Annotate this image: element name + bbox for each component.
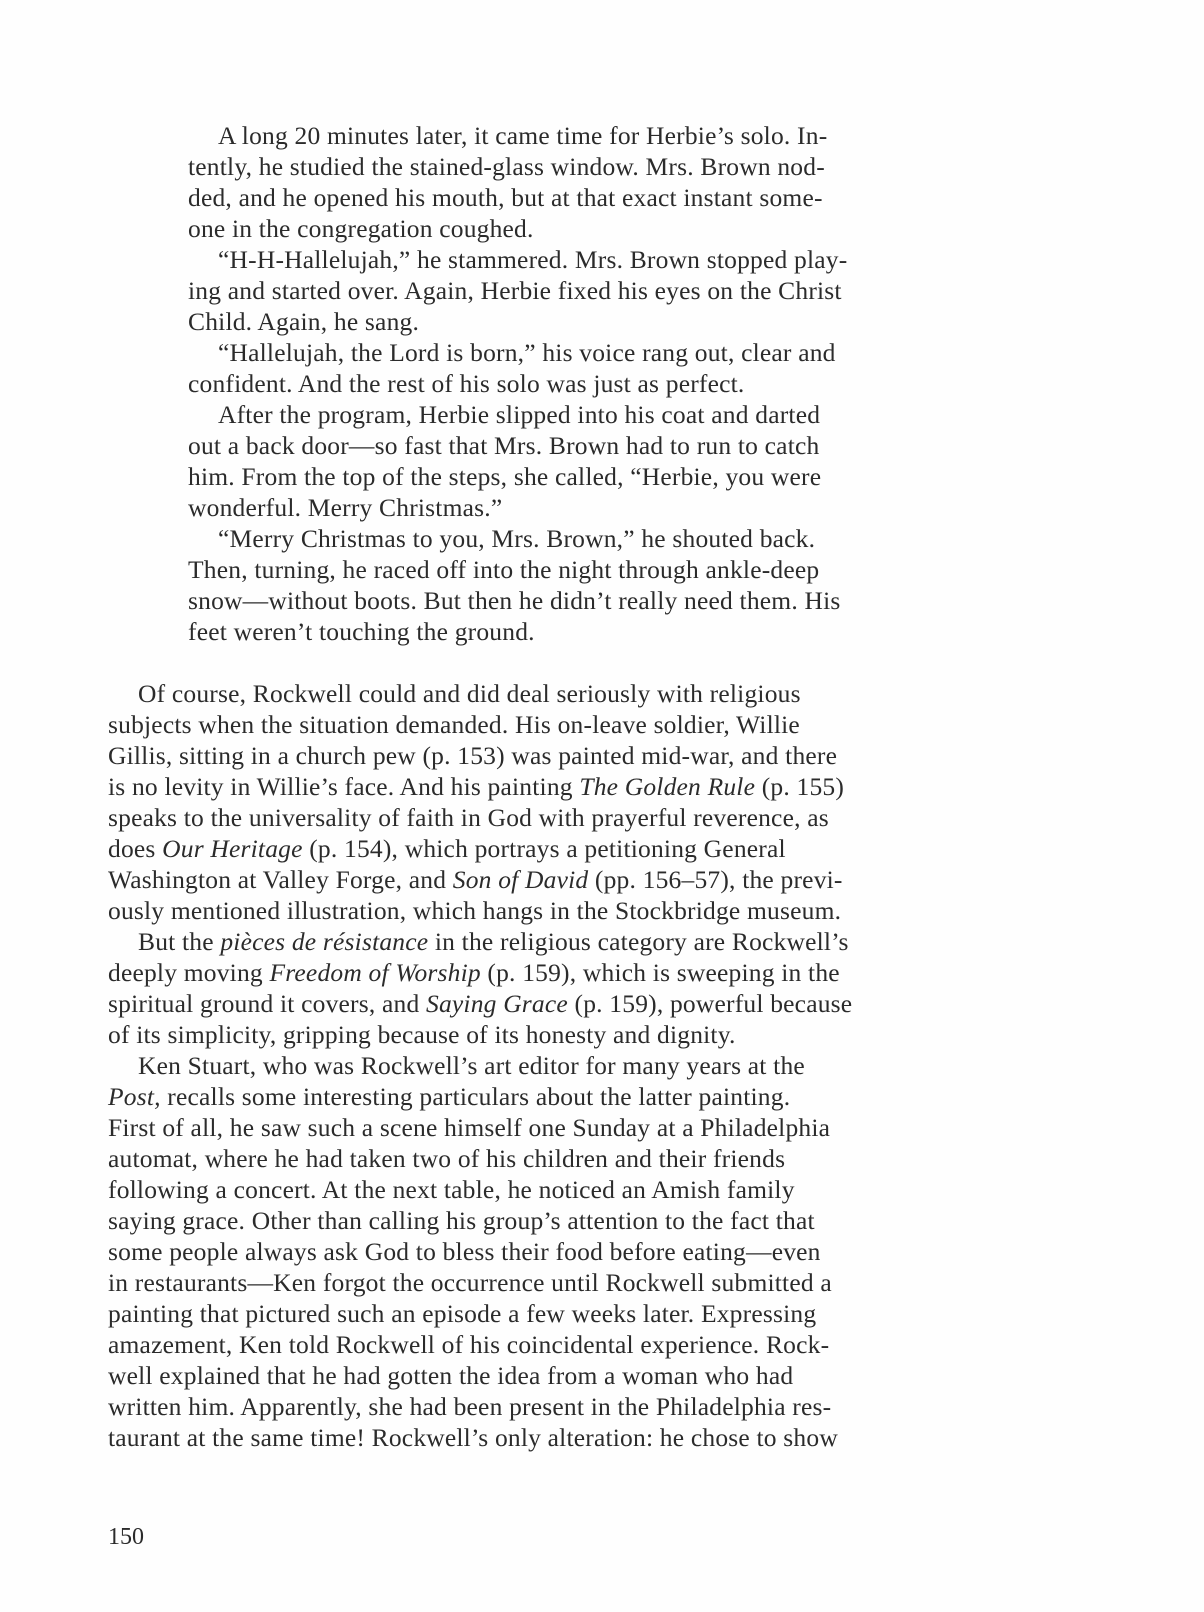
italic-title: Son of David [452,865,589,894]
text-line [108,1205,838,1236]
text-run: Gillis, sitting in a church pew (p. 153) was painted mid-war, and there [108,741,838,770]
text-line: feet weren’t touching the ground. [188,617,535,646]
text-run: Washington at Valley Forge, and [108,865,453,894]
text-run: automat, where he had taken two of his children and their friends [108,1144,786,1173]
text-run: But the [138,927,221,956]
text-run: in the religious category are Rockwell’s [428,927,849,956]
text-run: subjects when the situation demanded. His on-leave soldier, Willie [108,710,800,739]
italic-title: pièces de résistance [220,927,429,956]
text-line [108,1174,838,1205]
text-line: out a back door—so fast that Mrs. Brown had to run to catch [188,431,820,460]
text-line: snow—without boots. But then he didn’t really need them. His [188,586,841,615]
extract-para-1 [188,120,827,244]
text-line: Child. Again, he sang. [188,307,420,336]
text-run: saying grace. Other than calling his group’s attention to the fact that [108,1206,815,1235]
text-line [108,895,844,926]
text-line [108,864,844,895]
text-run: speaks to the universality of faith in God with prayerful reverence, as [108,803,829,832]
text-line [108,709,844,740]
text-run: some people always ask God to bless their food before eating—even [108,1237,821,1266]
text-line [108,1267,838,1298]
text-run: in restaurants—Ken forgot the occurrence until Rockwell submitted a [108,1268,832,1297]
extract-para-4 [188,399,821,523]
text-run: of its simplicity, gripping because of its honesty and dignity. [108,1020,736,1049]
text-line: “Hallelujah, the Lord is born,” his voice rang out, clear and [218,338,836,367]
text-line [108,1422,838,1453]
text-run: (pp. 156–57), the previ- [588,865,843,894]
text-line [108,988,852,1019]
text-line [108,771,844,802]
page-number: 150 [108,1524,144,1550]
text-run: spiritual ground it covers, and [108,989,427,1018]
text-line [108,678,844,709]
body-para-2 [108,926,852,1050]
text-run: taurant at the same time! Rockwell’s only alteration: he chose to show [108,1423,838,1452]
text-line [108,1391,838,1422]
text-line [108,957,852,988]
text-line [108,740,844,771]
text-run: following a concert. At the next table, he noticed an Amish family [108,1175,795,1204]
italic-title: Post, [108,1082,161,1111]
text-line [108,833,844,864]
text-line [108,1360,838,1391]
text-line [108,1050,838,1081]
text-run: ously mentioned illustration, which hangs in the Stockbridge museum. [108,896,842,925]
text-line: After the program, Herbie slipped into his coat and darted [218,400,821,429]
text-run: well explained that he had gotten the idea from a woman who had [108,1361,794,1390]
text-line [108,1143,838,1174]
text-line [108,1236,838,1267]
text-run: Ken Stuart, who was Rockwell’s art editor for many years at the [138,1051,805,1080]
italic-title: Freedom of Worship [269,958,481,987]
text-line: “H-H-Hallelujah,” he stammered. Mrs. Brown stopped play- [218,245,848,274]
text-line [108,1112,838,1143]
body-para-1 [108,678,844,926]
text-line [108,1081,838,1112]
text-run: (p. 159), powerful because [567,989,853,1018]
body-para-3 [108,1050,838,1453]
text-run: amazement, Ken told Rockwell of his coincidental experience. Rock- [108,1330,830,1359]
text-run: does [108,834,163,863]
text-line: “Merry Christmas to you, Mrs. Brown,” he shouted back. [218,524,816,553]
text-line [108,1298,838,1329]
text-run: recalls some interesting particulars about the latter painting. [160,1082,791,1111]
text-run: written him. Apparently, she had been present in the Philadelphia res- [108,1392,832,1421]
text-run: (p. 154), which portrays a petitioning General [302,834,786,863]
text-line: ing and started over. Again, Herbie fixed his eyes on the Christ [188,276,842,305]
text-line [108,1329,838,1360]
text-line [108,802,844,833]
text-run: deeply moving [108,958,270,987]
italic-title: The Golden Rule [579,772,756,801]
text-run: First of all, he saw such a scene himself one Sunday at a Philadelphia [108,1113,831,1142]
text-line: tently, he studied the stained-glass window. Mrs. Brown nod- [188,152,825,181]
italic-title: Our Heritage [162,834,303,863]
text-line: A long 20 minutes later, it came time for Herbie’s solo. In- [218,121,828,150]
extract-para-3 [188,337,836,399]
text-line: wonderful. Merry Christmas.” [188,493,503,522]
text-line: Then, turning, he raced off into the night through ankle-deep [188,555,820,584]
text-line: one in the congregation coughed. [188,214,534,243]
text-run: (p. 155) [755,772,845,801]
extract-para-5 [188,523,841,647]
text-run: (p. 159), which is sweeping in the [480,958,840,987]
text-line: ded, and he opened his mouth, but at that exact instant some- [188,183,823,212]
text-line: him. From the top of the steps, she called, “Herbie, you were [188,462,822,491]
text-run: Of course, Rockwell could and did deal seriously with religious [138,679,801,708]
text-line [108,1019,852,1050]
text-run: is no levity in Willie’s face. And his painting [108,772,580,801]
extract-para-2 [188,244,847,337]
italic-title: Saying Grace [426,989,568,1018]
text-line: confident. And the rest of his solo was just as perfect. [188,369,745,398]
text-run: painting that pictured such an episode a few weeks later. Expressing [108,1299,817,1328]
text-line [108,926,852,957]
